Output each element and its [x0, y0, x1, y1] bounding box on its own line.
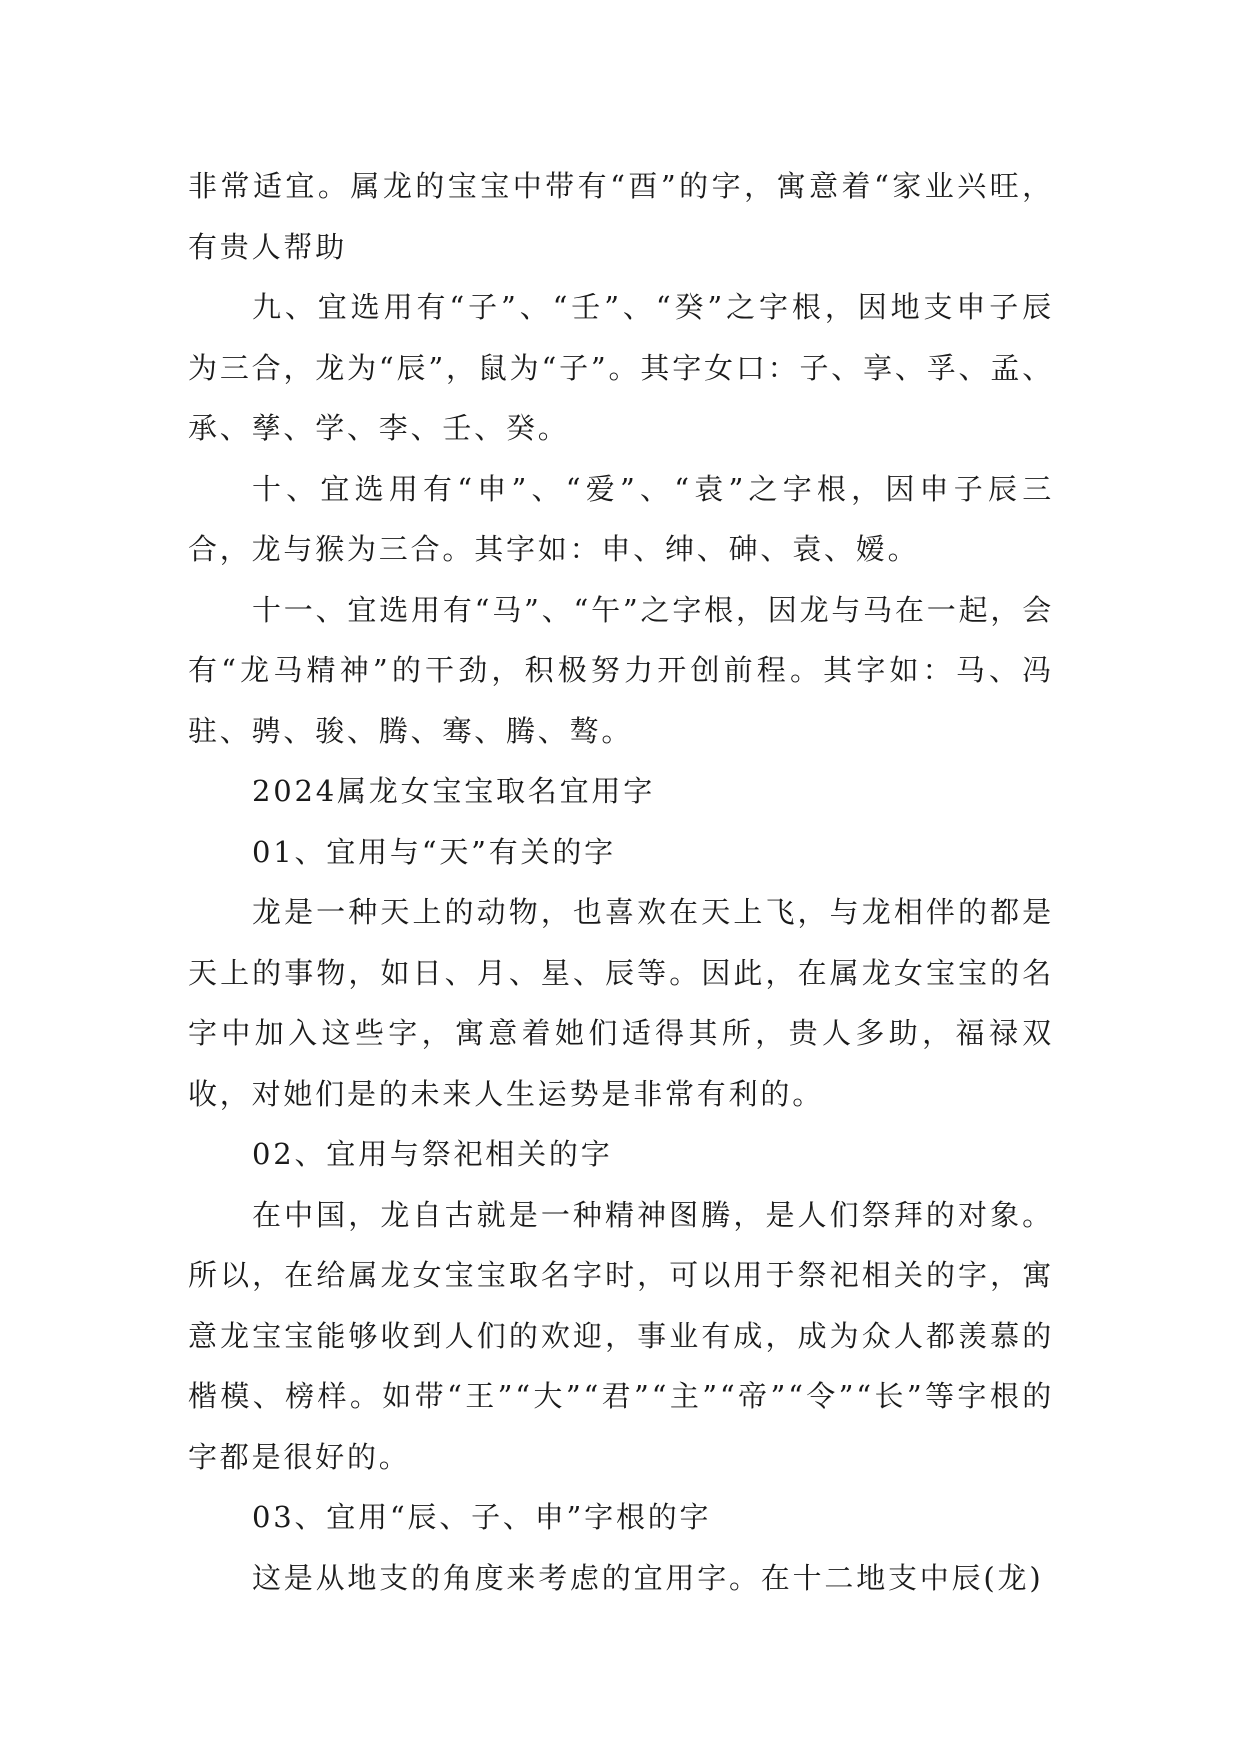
paragraph-rule-ten: 十、宜选用有“申”、“爱”、“袁”之字根，因申子辰三合，龙与猴为三合。其字如：申、绅、砷、袁、嫒。: [188, 471, 1054, 566]
subheading-02: 02、宜用与祭祀相关的字: [252, 1137, 613, 1171]
paragraph-rule-nine: 九、宜选用有“子”、“壬”、“癸”之字根，因地支申子辰为三合，龙为“辰”，鼠为“子”。其字女口：子、享、孚、孟、承、孳、学、李、壬、癸。: [188, 290, 1054, 445]
subheading-03: 03、宜用“辰、子、申”字根的字: [252, 1500, 712, 1534]
paragraph-earthly-branches: 这是从地支的角度来考虑的宜用字。在十二地支中辰(龙): [252, 1560, 1044, 1595]
subheading-01: 01、宜用与“天”有关的字: [252, 834, 616, 869]
document-page: [188, 156, 1054, 1608]
section-heading: 2024属龙女宝宝取名宜用字: [252, 774, 656, 808]
paragraph-continuation: 非常适宜。属龙的宝宝中带有“酉”的字，寓意着“家业兴旺，有贵人帮助: [188, 169, 1054, 264]
paragraph-sky-characters: 龙是一种天上的动物，也喜欢在天上飞，与龙相伴的都是天上的事物，如日、月、星、辰等。因此，在属龙女宝宝的名字中加入这些字，寓意着她们适得其所，贵人多助，福禄双收，对她们是的未来人生运势是非常有利的。: [188, 895, 1054, 1111]
paragraph-rule-eleven: 十一、宜选用有“马”、“午”之字根，因龙与马在一起，会有“龙马精神”的干劲，积极努力开创前程。其字如：马、冯驻、骋、骏、腾、骞、腾、骜。: [188, 592, 1054, 748]
paragraph-worship-characters: 在中国，龙自古就是一种精神图腾，是人们祭拜的对象。所以，在给属龙女宝宝取名字时，可以用于祭祀相关的字，寓意龙宝宝能够收到人们的欢迎，事业有成，成为众人都羡慕的楷模、榜样。如带“王”“大”“君”“主”“帝”“令”“长”等字根的字都是很好的。: [188, 1197, 1054, 1474]
